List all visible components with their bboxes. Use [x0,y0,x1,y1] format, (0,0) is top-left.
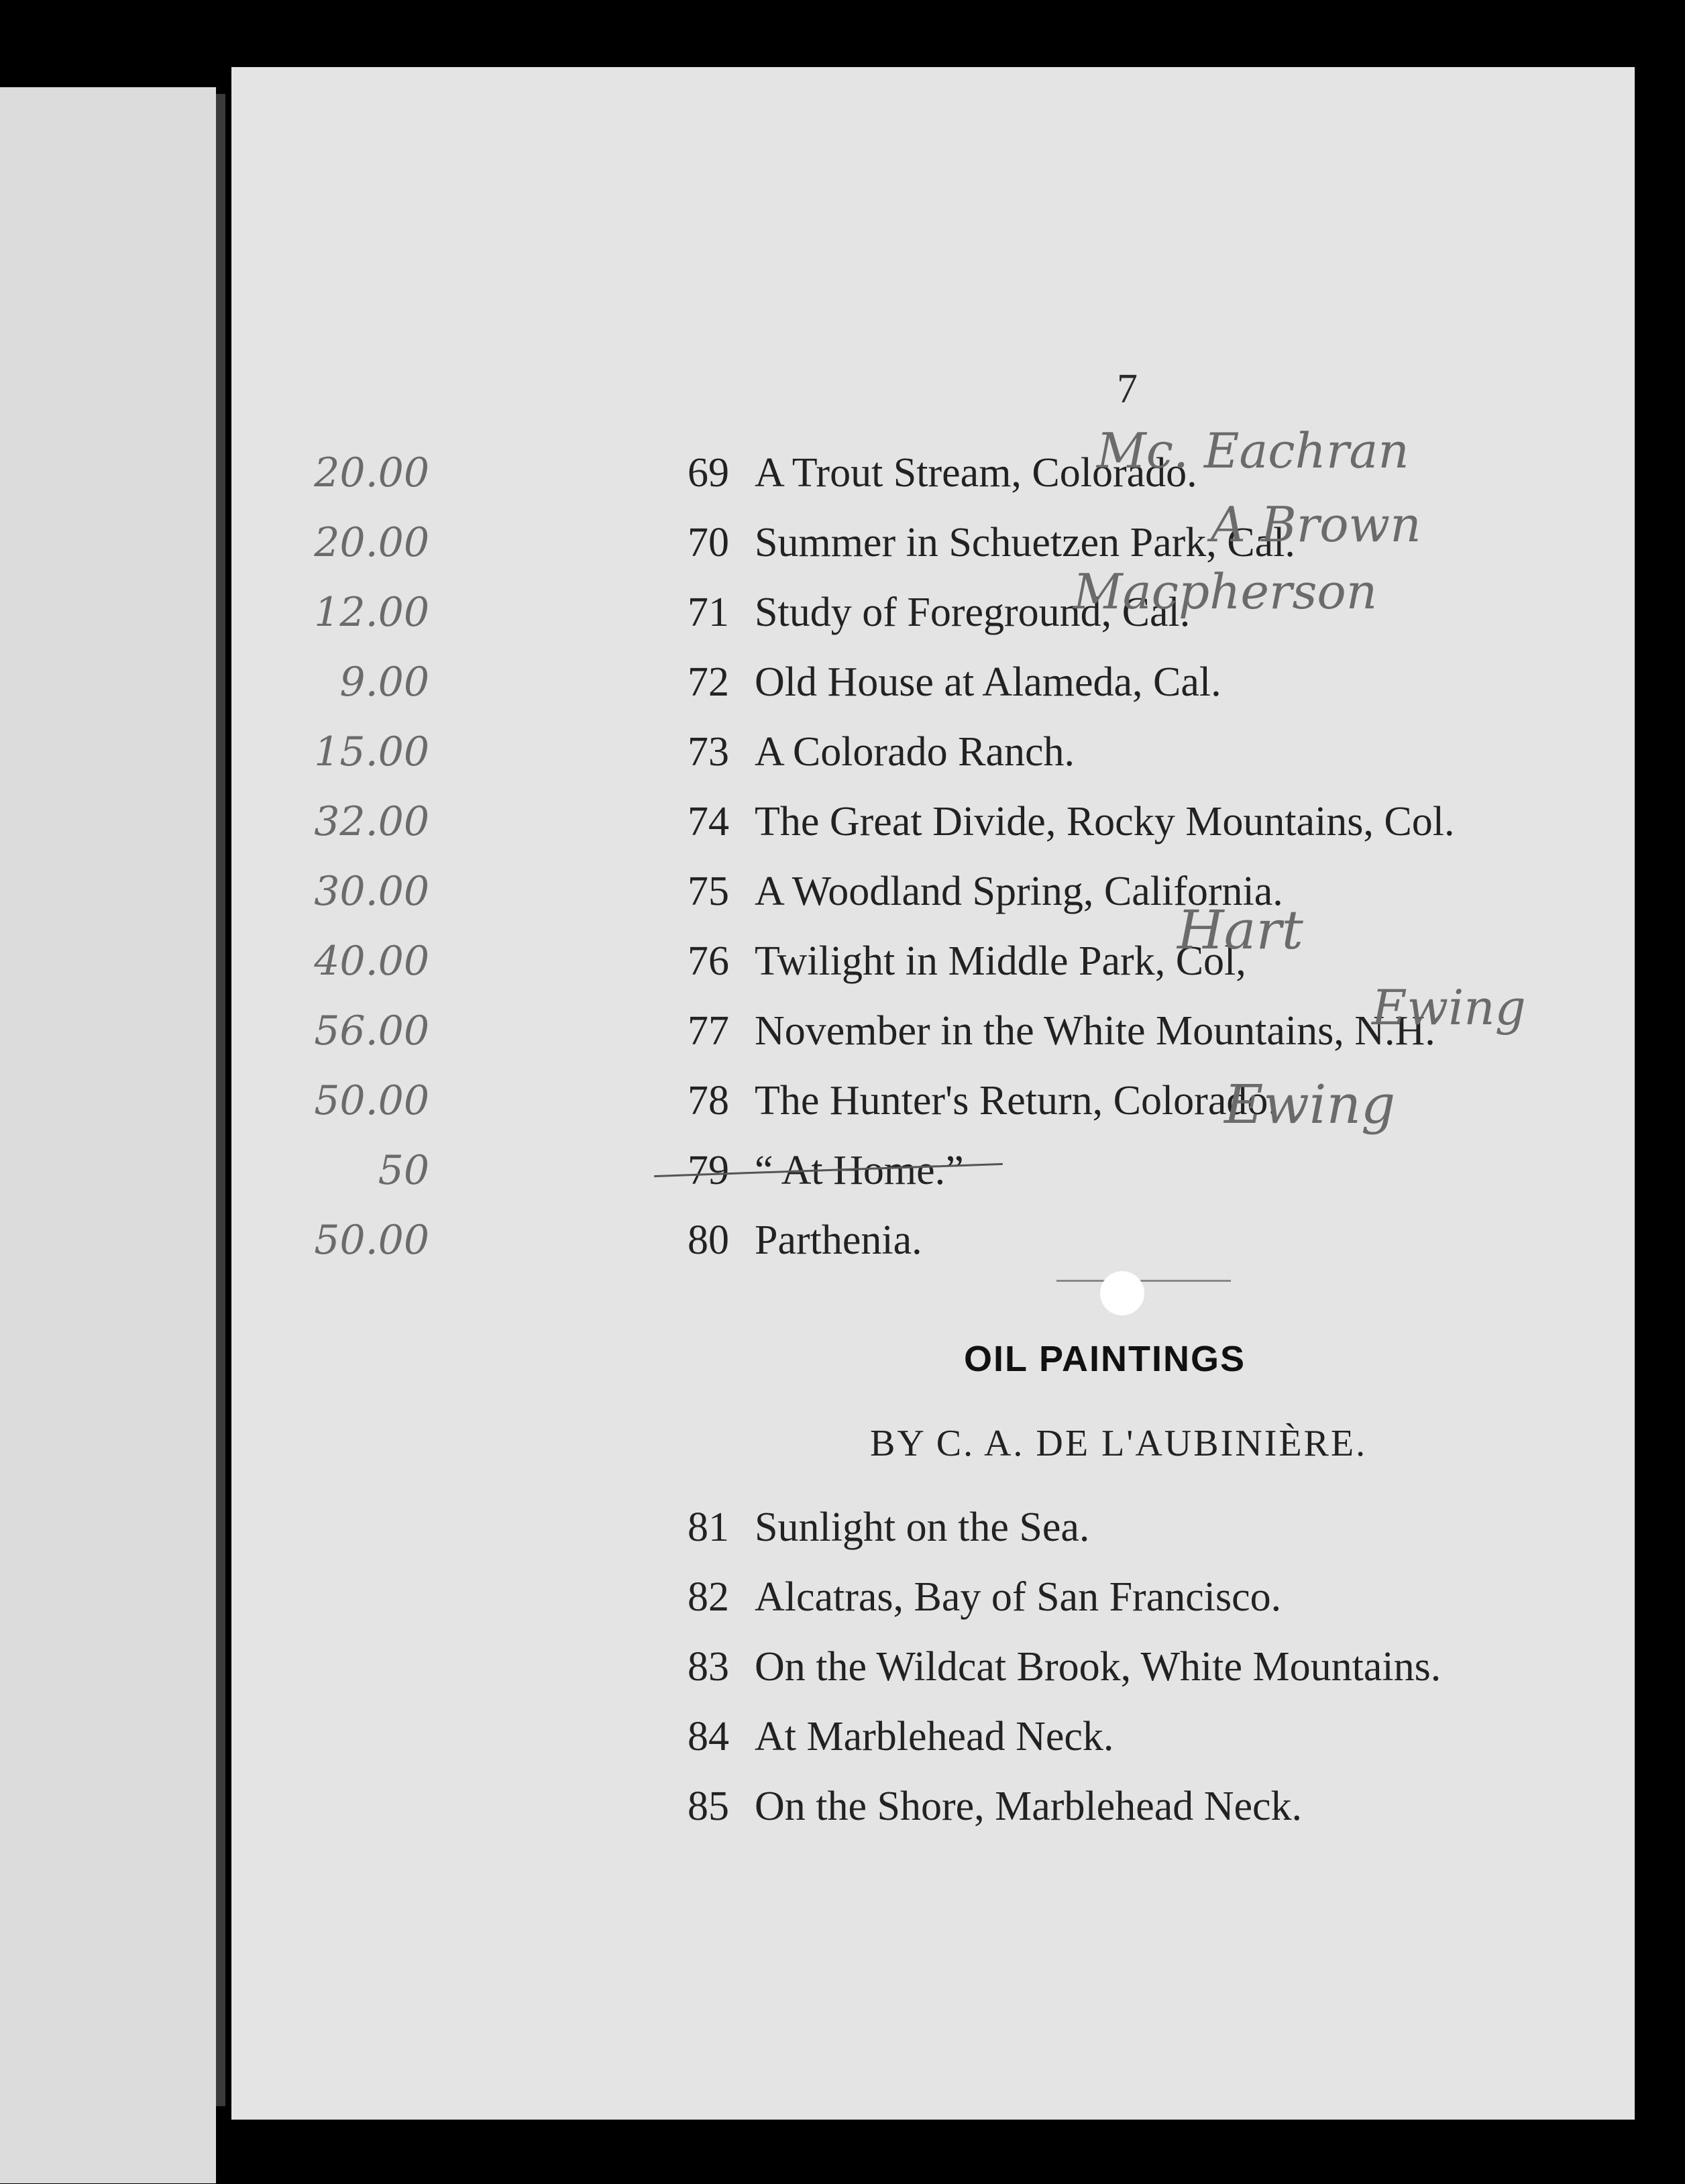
handwritten-buyer: Ewing [1372,979,1526,1036]
entry-number: 77 [688,1008,729,1054]
handwritten-price: 30.00 [314,868,429,915]
binding-edge [216,94,225,2106]
list-item [688,791,1455,852]
entry-number: 79 [688,1148,729,1193]
handwritten-buyer: Mc. Eachran [1097,423,1409,479]
entry-title: “ At Home.” [755,1148,964,1193]
entry-number: 72 [688,659,729,705]
entry-title: At Marblehead Neck. [755,1714,1114,1759]
entry-title: Sunlight on the Sea. [755,1505,1090,1550]
handwritten-price: 56.00 [314,1007,429,1054]
entry-title: On the Shore, Marblehead Neck. [755,1784,1303,1829]
list-item [688,652,1221,712]
section-title: OIL PAINTINGS [964,1339,1246,1379]
entry-title: Old House at Alameda, Cal. [755,659,1221,705]
entry-title: November in the White Mountains, N.H. [755,1008,1435,1054]
paper-blemish [1100,1271,1144,1315]
list-item [688,1706,1113,1767]
section-byline: BY C. A. DE L'AUBINIÈRE. [870,1423,1368,1464]
entry-number: 74 [688,799,729,844]
entry-title: A Colorado Ranch. [755,729,1075,775]
handwritten-buyer: A Brown [1211,496,1421,553]
handwritten-price: 20.00 [314,449,429,496]
entry-number: 75 [688,869,729,914]
list-item [688,1637,1441,1697]
entry-title: Parthenia. [755,1217,922,1263]
entry-title: Study of Foreground, Cal. [755,590,1191,635]
handwritten-price: 12.00 [314,589,429,636]
facing-page [0,87,216,2183]
entry-title: Twilight in Middle Park, Col, [755,938,1246,984]
entry-number: 70 [688,520,729,565]
catalog-page [231,67,1635,2120]
list-item [688,1071,1279,1131]
handwritten-buyer: Ewing [1224,1073,1396,1136]
entry-title: A Woodland Spring, California. [755,869,1283,914]
entry-number: 80 [688,1217,729,1263]
entry-number: 69 [688,450,729,496]
handwritten-buyer: Macpherson [1073,563,1378,620]
entry-number: 84 [688,1714,729,1759]
list-item [688,1001,1435,1061]
entry-number: 78 [688,1078,729,1124]
entry-number: 82 [688,1574,729,1620]
entry-number: 76 [688,938,729,984]
entry-title: The Great Divide, Rocky Mountains, Col. [755,799,1455,844]
page-number: 7 [1117,366,1138,412]
entry-title: A Trout Stream, Colorado. [755,450,1197,496]
entry-title: The Hunter's Return, Colorado. [755,1078,1279,1124]
handwritten-price: 50.00 [314,1077,429,1124]
list-item [688,1776,1302,1837]
list-item [688,931,1246,991]
handwritten-price: 20.00 [314,519,429,566]
entry-number: 71 [688,590,729,635]
entry-title: Summer in Schuetzen Park, Cal. [755,520,1295,565]
list-item [688,1210,922,1270]
handwritten-price: 9.00 [339,659,429,706]
entry-number: 83 [688,1644,729,1690]
list-item [688,1497,1089,1558]
list-item [688,1567,1281,1627]
list-item [688,722,1075,782]
handwritten-price: 50 [378,1147,429,1194]
handwritten-price: 50.00 [314,1217,429,1264]
handwritten-buyer: Hart [1177,899,1303,961]
entry-number: 81 [688,1505,729,1550]
entry-number: 73 [688,729,729,775]
entry-number: 85 [688,1784,729,1829]
handwritten-price: 32.00 [314,798,429,845]
section-divider [1056,1280,1231,1282]
entry-title: On the Wildcat Brook, White Mountains. [755,1644,1442,1690]
entry-title: Alcatras, Bay of San Francisco. [755,1574,1282,1620]
entry-list [231,67,1635,2120]
handwritten-price: 40.00 [314,938,429,985]
handwritten-price: 15.00 [314,728,429,775]
